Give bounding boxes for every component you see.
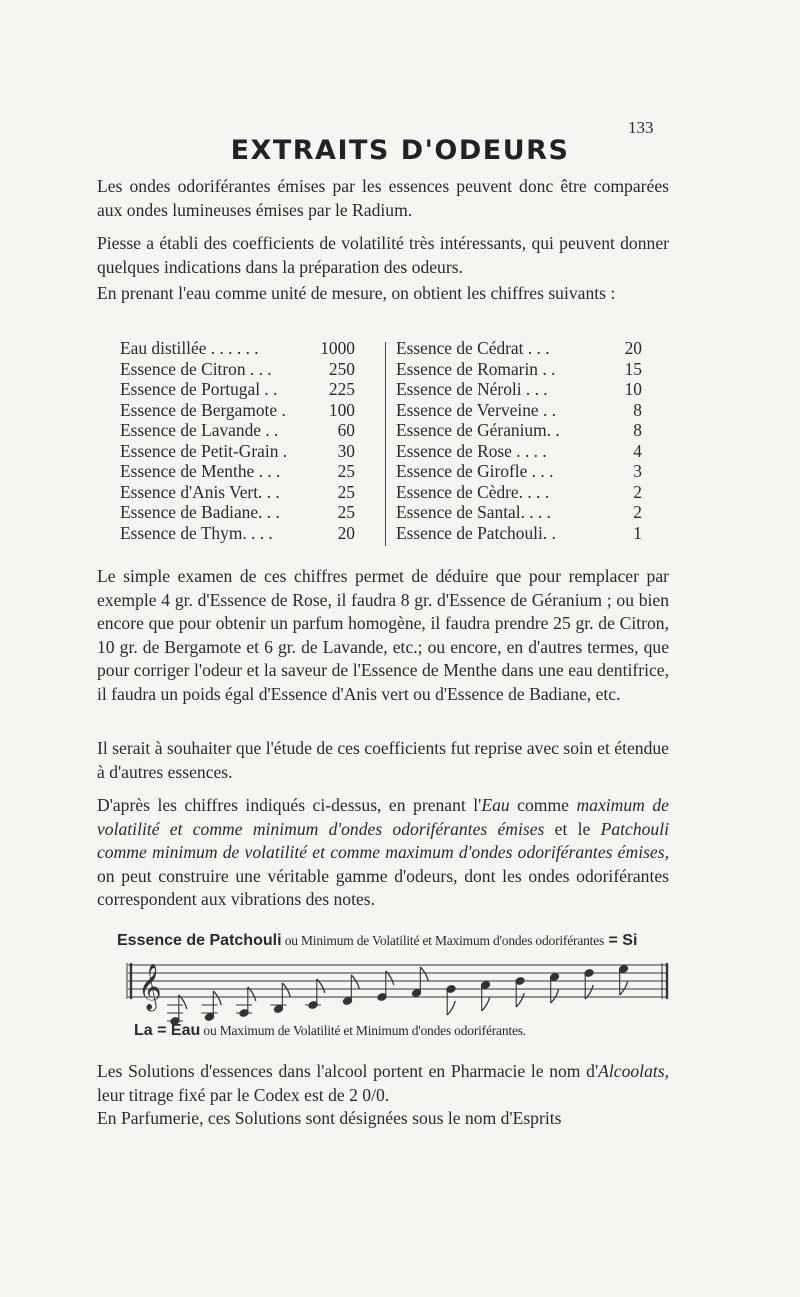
essence-value: 8 xyxy=(633,420,642,440)
gamme-top-small: ou Minimum de Volatilité et Maximum d'ondes odoriférantes xyxy=(281,933,605,948)
note xyxy=(446,985,456,1015)
gamme-caption-bottom xyxy=(134,1022,526,1040)
essence-value: 2 xyxy=(633,481,642,502)
essence-value: 25 xyxy=(337,481,355,502)
essence-value: 2 xyxy=(633,502,642,522)
essence-value: 250 xyxy=(328,358,355,379)
essence-value: 225 xyxy=(328,379,355,399)
p6-patchouli: Patchouli comme minimum de volatilité et comme maximum d'ondes odoriférantes émises, xyxy=(97,818,669,862)
essence-name: Essence de Portugal . . xyxy=(120,379,278,399)
paragraph-2: Piesse a établi des coefficients de volatilité très intéressants, qui peuvent donner quelques indications dans la préparation des odeurs. xyxy=(97,233,669,277)
p7-alcoolats: Alcoolats, xyxy=(598,1061,669,1081)
page-number: 133 xyxy=(628,118,654,137)
essence-name: Essence de Lavande . . xyxy=(120,420,279,440)
paragraph-3: En prenant l'eau comme unité de mesure, on obtient les chiffres suivants : xyxy=(97,283,616,303)
note xyxy=(202,991,222,1021)
essence-value: 3 xyxy=(633,461,642,481)
essence-name: Essence de Girofle . . . xyxy=(396,461,554,481)
essence-name: Essence d'Anis Vert. . . xyxy=(120,481,280,502)
p7-text-c: leur titrage fixé par le Codex est de 2 0/0. xyxy=(97,1084,390,1105)
essence-name: Essence de Romarin . . xyxy=(396,358,556,379)
essence-value: 20 xyxy=(624,338,642,358)
note xyxy=(236,987,256,1017)
essence-name: Essence de Géranium. . xyxy=(396,420,560,440)
essence-name: Essence de Patchouli. . xyxy=(396,522,556,543)
notes-group xyxy=(167,965,629,1026)
note xyxy=(584,969,594,999)
essence-value: 8 xyxy=(633,399,642,420)
essence-name: Essence de Cédrat . . . xyxy=(396,338,550,358)
p6-text-a: D'après les chiffres indiqués ci-dessus, en prenant l' xyxy=(97,795,482,815)
note xyxy=(515,977,525,1007)
essence-name: Essence de Citron . . . xyxy=(120,358,272,379)
essence-value: 30 xyxy=(337,440,355,461)
essence-value: 15 xyxy=(624,358,642,379)
essence-name: Essence de Cèdre. . . . xyxy=(396,481,550,502)
gamme-top-end: = Si xyxy=(604,932,638,949)
p6-text-c: comme xyxy=(509,795,577,815)
paragraph-1: Les ondes odoriférantes émises par les essences peuvent donc être comparées aux ondes lumineuses émises par le Radium. xyxy=(97,176,669,220)
gamme-bottom-small: ou Maximum de Volatilité et Minimum d'ondes odoriférantes. xyxy=(200,1023,526,1038)
page-title: EXTRAITS D'ODEURS xyxy=(230,135,570,166)
essence-value: 25 xyxy=(337,461,355,481)
p6-text-g: on peut construire une véritable gamme d'odeurs, dont les ondes odoriférantes correspondent aux vibrations des notes. xyxy=(97,865,669,909)
essence-name: Essence de Néroli . . . xyxy=(396,379,548,399)
note xyxy=(342,975,359,1005)
paragraph-4: Le simple examen de ces chiffres permet de déduire que pour remplacer par exemple 4 gr. d'Essence de Rose, il faudra 8 gr. d'Essence de Géranium ; ou bien encore que pour obtenir un parfum homogène, il faudra prendre 25 gr. de Citron, 10 gr. de Bergamote et 6 gr. de Lavande, etc.; ou encore, en d'autres termes, que pour corriger l'odeur et la saveur de l'Essence de Menthe dans une eau dentifrice, il faudra un poids égal d'Essence d'Anis vert ou d'Essence de Badiane, etc. xyxy=(97,566,669,704)
essence-value: 60 xyxy=(337,420,355,440)
gamme-bottom-bold: La = Eau xyxy=(134,1022,201,1039)
essence-name: Essence de Santal. . . . xyxy=(396,502,552,522)
note xyxy=(618,965,628,995)
note xyxy=(271,983,291,1013)
note xyxy=(480,981,490,1011)
gamme-top-bold: Essence de Patchouli xyxy=(117,932,282,949)
paragraph-7 xyxy=(97,1060,669,1107)
p6-text-e: et le xyxy=(544,818,601,839)
note xyxy=(411,967,428,997)
essence-value: 10 xyxy=(624,379,642,399)
essence-name: Essence de Badiane. . . xyxy=(120,502,280,522)
p7-text-a: Les Solutions d'essences dans l'alcool portent en Pharmacie le nom d' xyxy=(97,1061,599,1081)
paragraph-5: Il serait à souhaiter que l'étude de ces coefficients fut reprise avec soin et étendue à d'autres essences. xyxy=(97,738,669,782)
note xyxy=(305,979,325,1009)
essence-name: Eau distillée . . . . . . xyxy=(120,338,259,358)
essence-name: Essence de Verveine . . xyxy=(396,399,556,420)
treble-clef-icon: 𝄞 xyxy=(138,964,162,1010)
note xyxy=(549,973,559,1003)
essence-name: Essence de Thym. . . . xyxy=(120,522,273,543)
essence-name: Essence de Petit-Grain . xyxy=(120,440,288,461)
essence-value: 4 xyxy=(633,440,642,461)
p6-maximum: maximum de volatilité et comme minimum d'ondes odoriférantes émises xyxy=(97,795,669,839)
p6-eau: Eau xyxy=(481,795,510,815)
note xyxy=(167,995,187,1025)
essence-value: 100 xyxy=(328,399,355,420)
essence-name: Essence de Bergamote . xyxy=(120,399,286,420)
essence-value: 1000 xyxy=(320,338,355,358)
essence-value: 20 xyxy=(337,522,355,543)
essence-value: 25 xyxy=(337,502,355,522)
paragraph-8: En Parfumerie, ces Solutions sont désignées sous le nom d'Esprits xyxy=(97,1108,562,1128)
essence-value: 1 xyxy=(633,522,642,543)
essence-name: Essence de Rose . . . . xyxy=(396,440,547,461)
essence-name: Essence de Menthe . . . xyxy=(120,461,281,481)
